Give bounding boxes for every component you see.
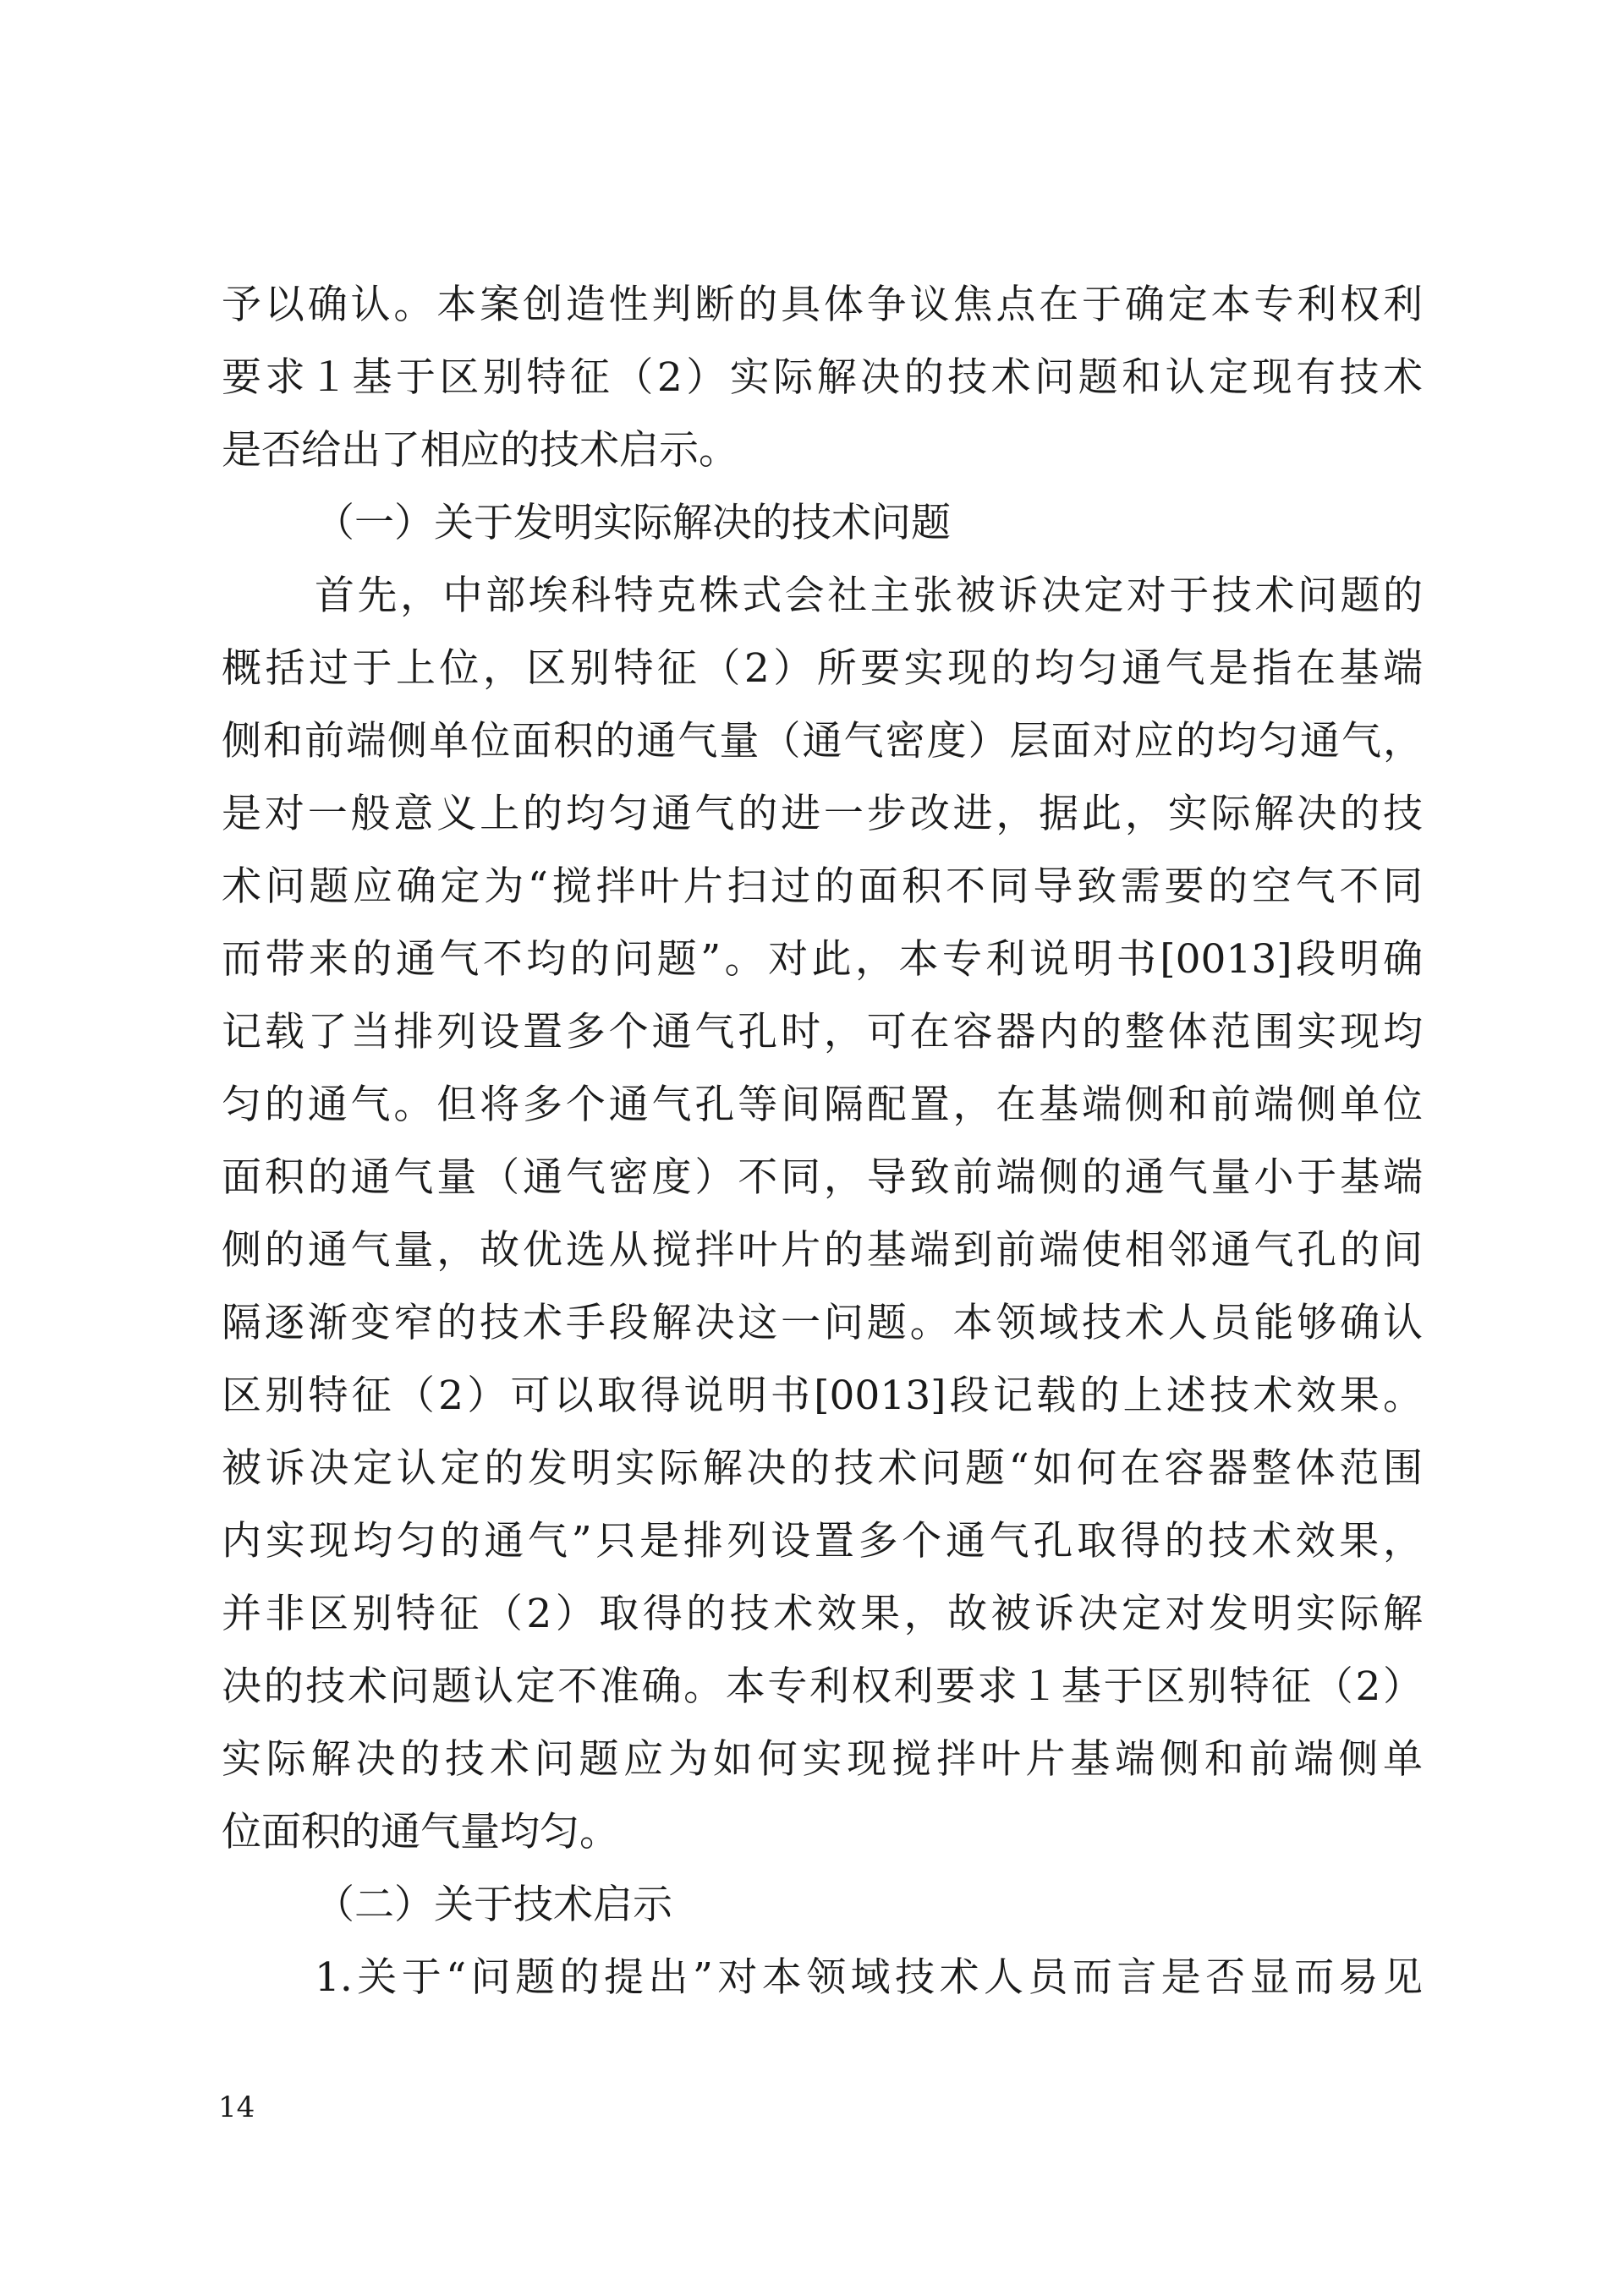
text-line: 位面积的通气量均匀。 bbox=[222, 1809, 619, 1855]
text-line: 区别特征（2）可以取得说明书[0013]段记载的上述技术效果。 bbox=[222, 1373, 1423, 1419]
text-line: 概括过于上位，区别特征（2）所要实现的均匀通气是指在基端 bbox=[222, 645, 1423, 692]
text-line: 并非区别特征（2）取得的技术效果，故被诉决定对发明实际解 bbox=[222, 1591, 1423, 1637]
page-number: 14 bbox=[218, 2091, 255, 2124]
text-line: 面积的通气量（通气密度）不同，导致前端侧的通气量小于基端 bbox=[222, 1154, 1423, 1201]
text-line: 实际解决的技术问题应为如何实现搅拌叶片基端侧和前端侧单 bbox=[222, 1736, 1423, 1783]
text-line: 而带来的通气不均的问题”。对此，本专利说明书[0013]段明确 bbox=[222, 936, 1423, 983]
text-line: 决的技术问题认定不准确。本专利权利要求１基于区别特征（2） bbox=[222, 1663, 1423, 1710]
section-heading: （二）关于技术启示 bbox=[315, 1882, 672, 1928]
text-line: 记载了当排列设置多个通气孔时，可在容器内的整体范围实现均 bbox=[222, 1009, 1423, 1055]
text-line: 内实现均匀的通气”只是排列设置多个通气孔取得的技术效果， bbox=[222, 1518, 1423, 1564]
text-line: 侧的通气量，故优选从搅拌叶片的基端到前端使相邻通气孔的间 bbox=[222, 1227, 1423, 1274]
text-line: 隔逐渐变窄的技术手段解决这一问题。本领域技术人员能够确认 bbox=[222, 1300, 1423, 1346]
section-heading: （一）关于发明实际解决的技术问题 bbox=[315, 500, 951, 546]
text-line: 侧和前端侧单位面积的通气量（通气密度）层面对应的均匀通气， bbox=[222, 718, 1423, 764]
text-line: 要求１基于区别特征（2）实际解决的技术问题和认定现有技术 bbox=[222, 354, 1423, 401]
text-line: 被诉决定认定的发明实际解决的技术问题“如何在容器整体范围 bbox=[222, 1445, 1423, 1492]
text-line: 术问题应确定为“搅拌叶片扫过的面积不同导致需要的空气不同 bbox=[222, 863, 1423, 910]
text-line: 是对一般意义上的均匀通气的进一步改进，据此，实际解决的技 bbox=[222, 791, 1423, 837]
body-text bbox=[222, 269, 1423, 2014]
subsection-heading: 1.关于“问题的提出”对本领域技术人员而言是否显而易见 bbox=[315, 1954, 1423, 2001]
text-line: 匀的通气。但将多个通气孔等间隔配置，在基端侧和前端侧单位 bbox=[222, 1082, 1423, 1128]
text-line: 首先，中部埃科特克株式会社主张被诉决定对于技术问题的 bbox=[315, 573, 1423, 619]
text-line: 予以确认。本案创造性判断的具体争议焦点在于确定本专利权利 bbox=[222, 282, 1423, 328]
text-line: 是否给出了相应的技术启示。 bbox=[222, 427, 738, 474]
